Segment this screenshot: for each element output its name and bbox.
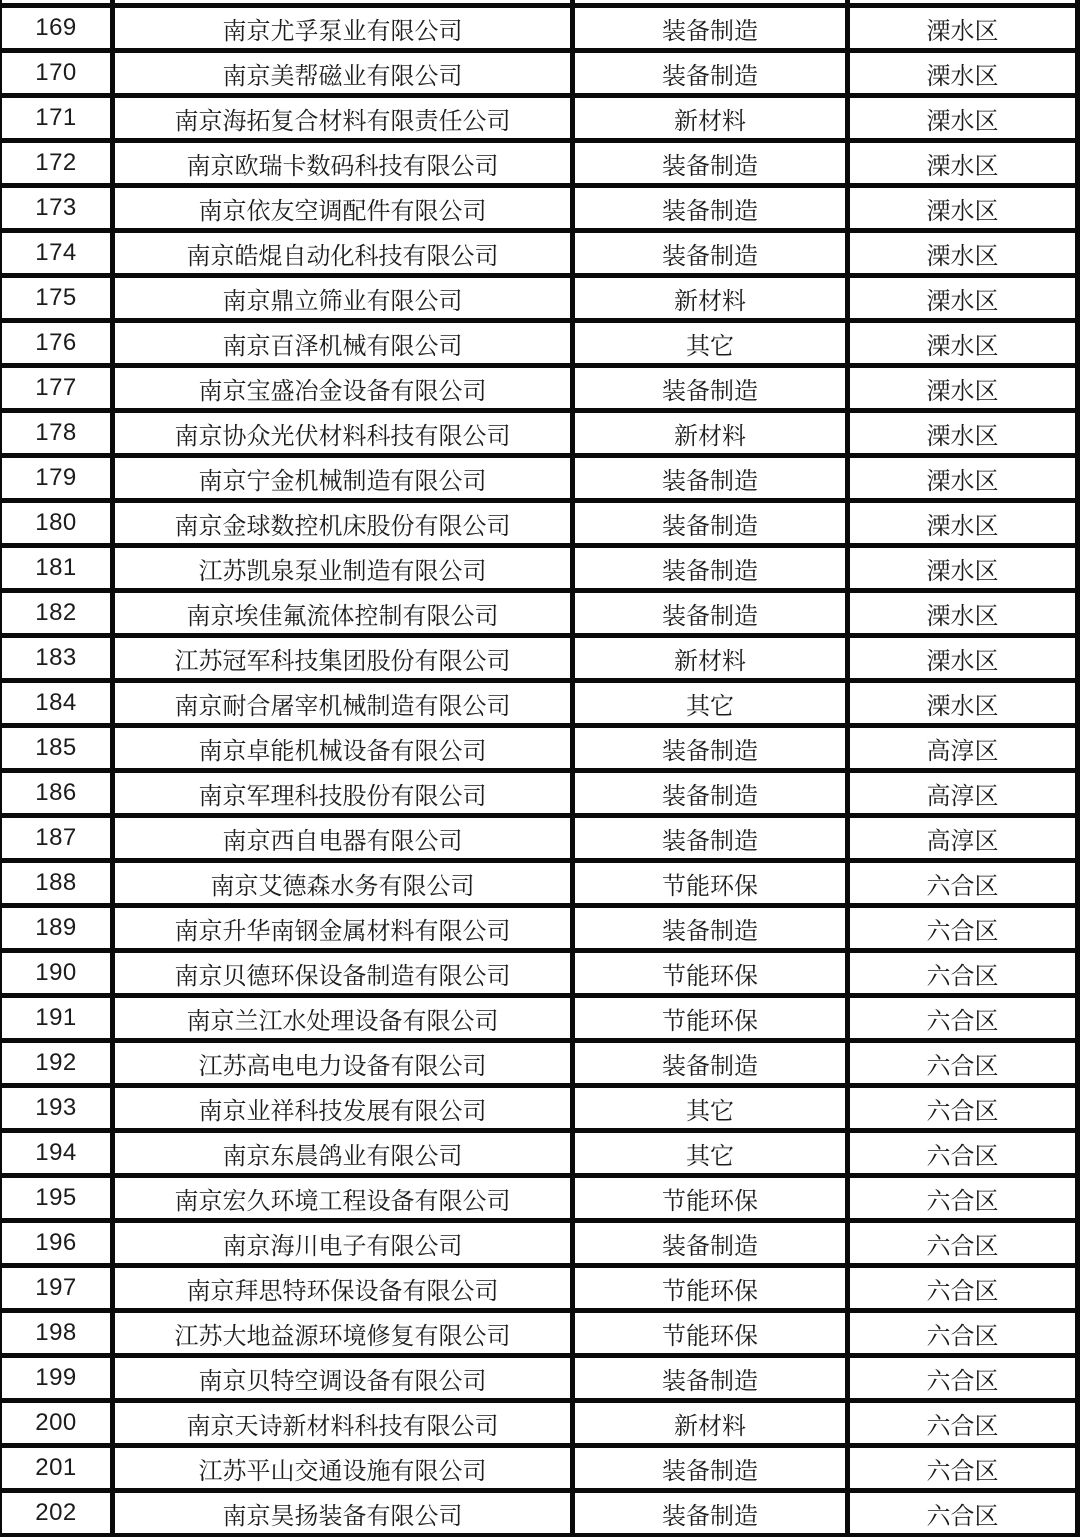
cell-company: 南京卓能机械设备有限公司 <box>113 726 573 771</box>
cell-index: 170 <box>0 51 113 96</box>
cell-index: 185 <box>0 726 113 771</box>
cell-company: 南京天诗新材料科技有限公司 <box>113 1401 573 1446</box>
cell-company: 南京宝盛冶金设备有限公司 <box>113 366 573 411</box>
cell-industry: 装备制造 <box>573 366 848 411</box>
table-row <box>0 231 1078 276</box>
table-row <box>0 96 1078 141</box>
cell-district: 高淳区 <box>848 816 1078 861</box>
cell-index: 175 <box>0 276 113 321</box>
cell-company: 南京海拓复合材料有限责任公司 <box>113 96 573 141</box>
cell-district: 溧水区 <box>848 366 1078 411</box>
cell-industry: 装备制造 <box>573 816 848 861</box>
cell-district: 六合区 <box>848 996 1078 1041</box>
cell-district: 溧水区 <box>848 51 1078 96</box>
table-row <box>0 501 1078 546</box>
cell-industry: 新材料 <box>573 96 848 141</box>
cell-district: 溧水区 <box>848 231 1078 276</box>
cell-industry: 节能环保 <box>573 996 848 1041</box>
cell-index: 171 <box>0 96 113 141</box>
cell-index: 199 <box>0 1356 113 1401</box>
table-row <box>0 186 1078 231</box>
cell-company: 南京升华南钢金属材料有限公司 <box>113 906 573 951</box>
cell-index: 174 <box>0 231 113 276</box>
cell-index: 189 <box>0 906 113 951</box>
cell-industry: 装备制造 <box>573 1221 848 1266</box>
cell-industry: 装备制造 <box>573 771 848 816</box>
table-row <box>0 636 1078 681</box>
cell-company: 江苏冠军科技集团股份有限公司 <box>113 636 573 681</box>
cell-district: 溧水区 <box>848 681 1078 726</box>
cell-index: 193 <box>0 1086 113 1131</box>
cell-industry: 其它 <box>573 1131 848 1176</box>
cell-district: 六合区 <box>848 1266 1078 1311</box>
cell-district: 溧水区 <box>848 636 1078 681</box>
cell-company: 南京依友空调配件有限公司 <box>113 186 573 231</box>
cell-index: 195 <box>0 1176 113 1221</box>
cell-industry: 装备制造 <box>573 1356 848 1401</box>
cell-industry: 装备制造 <box>573 906 848 951</box>
cell-industry: 节能环保 <box>573 1266 848 1311</box>
cell-index: 190 <box>0 951 113 996</box>
cell-index: 176 <box>0 321 113 366</box>
cell-industry: 装备制造 <box>573 546 848 591</box>
cell-index: 202 <box>0 1491 113 1536</box>
cell-industry: 装备制造 <box>573 591 848 636</box>
cell-company: 江苏大地益源环境修复有限公司 <box>113 1311 573 1356</box>
cell-company: 南京拜思特环保设备有限公司 <box>113 1266 573 1311</box>
cell-district: 溧水区 <box>848 141 1078 186</box>
cell-district: 六合区 <box>848 1086 1078 1131</box>
cell-district: 高淳区 <box>848 771 1078 816</box>
cell-industry: 装备制造 <box>573 141 848 186</box>
cell-district: 溧水区 <box>848 321 1078 366</box>
cell-index: 179 <box>0 456 113 501</box>
cell-district: 溧水区 <box>848 186 1078 231</box>
cell-industry: 节能环保 <box>573 1176 848 1221</box>
cell-company: 南京美帮磁业有限公司 <box>113 51 573 96</box>
cell-industry: 新材料 <box>573 276 848 321</box>
cell-company: 南京海川电子有限公司 <box>113 1221 573 1266</box>
table-row <box>0 321 1078 366</box>
cell-company: 南京皓焜自动化科技有限公司 <box>113 231 573 276</box>
cell-district: 六合区 <box>848 1221 1078 1266</box>
cell-district: 溧水区 <box>848 276 1078 321</box>
cell-industry: 节能环保 <box>573 1311 848 1356</box>
cell-company: 江苏高电电力设备有限公司 <box>113 1041 573 1086</box>
cell-index: 198 <box>0 1311 113 1356</box>
cell-district: 溧水区 <box>848 456 1078 501</box>
cell-industry: 其它 <box>573 681 848 726</box>
cell-index: 177 <box>0 366 113 411</box>
cell-index: 184 <box>0 681 113 726</box>
cell-district: 高淳区 <box>848 726 1078 771</box>
cell-index: 200 <box>0 1401 113 1446</box>
table-row <box>0 771 1078 816</box>
cell-company: 南京军理科技股份有限公司 <box>113 771 573 816</box>
table-row <box>0 681 1078 726</box>
cell-industry: 装备制造 <box>573 186 848 231</box>
cell-index: 192 <box>0 1041 113 1086</box>
cell-company: 江苏平山交通设施有限公司 <box>113 1446 573 1491</box>
cell-index: 201 <box>0 1446 113 1491</box>
cell-district: 六合区 <box>848 906 1078 951</box>
cell-index: 178 <box>0 411 113 456</box>
cell-index: 196 <box>0 1221 113 1266</box>
cell-industry: 新材料 <box>573 1401 848 1446</box>
cell-district: 六合区 <box>848 1311 1078 1356</box>
cell-company: 南京宁金机械制造有限公司 <box>113 456 573 501</box>
cell-district: 六合区 <box>848 1131 1078 1176</box>
cell-industry: 装备制造 <box>573 501 848 546</box>
table-row <box>0 1311 1078 1356</box>
cell-industry: 装备制造 <box>573 456 848 501</box>
cell-industry: 装备制造 <box>573 1491 848 1536</box>
cell-industry: 新材料 <box>573 636 848 681</box>
cell-company: 南京艾德森水务有限公司 <box>113 861 573 906</box>
cell-company: 南京百泽机械有限公司 <box>113 321 573 366</box>
cell-district: 六合区 <box>848 1356 1078 1401</box>
table-row <box>0 1086 1078 1131</box>
cell-company: 南京贝特空调设备有限公司 <box>113 1356 573 1401</box>
cell-index: 197 <box>0 1266 113 1311</box>
table-row <box>0 1401 1078 1446</box>
cell-district: 六合区 <box>848 861 1078 906</box>
cell-company: 南京昊扬装备有限公司 <box>113 1491 573 1536</box>
cell-index: 180 <box>0 501 113 546</box>
table-row <box>0 366 1078 411</box>
cell-index: 183 <box>0 636 113 681</box>
cell-industry: 节能环保 <box>573 951 848 996</box>
cell-district: 六合区 <box>848 1041 1078 1086</box>
cell-district: 六合区 <box>848 951 1078 996</box>
cell-industry: 装备制造 <box>573 6 848 51</box>
table-row <box>0 951 1078 996</box>
cell-index: 186 <box>0 771 113 816</box>
cell-index: 194 <box>0 1131 113 1176</box>
cell-district: 六合区 <box>848 1491 1078 1536</box>
table-row <box>0 1356 1078 1401</box>
table-row <box>0 1041 1078 1086</box>
table-row <box>0 1176 1078 1221</box>
cell-industry: 新材料 <box>573 411 848 456</box>
cell-index: 173 <box>0 186 113 231</box>
cell-district: 六合区 <box>848 1176 1078 1221</box>
table-row <box>0 906 1078 951</box>
table-row <box>0 591 1078 636</box>
table-row <box>0 411 1078 456</box>
cell-company: 南京宏久环境工程设备有限公司 <box>113 1176 573 1221</box>
table-row <box>0 546 1078 591</box>
cell-company: 南京东晨鸽业有限公司 <box>113 1131 573 1176</box>
cell-company: 南京欧瑞卡数码科技有限公司 <box>113 141 573 186</box>
cell-district: 溧水区 <box>848 6 1078 51</box>
table-row <box>0 6 1078 51</box>
cell-index: 191 <box>0 996 113 1041</box>
cell-district: 六合区 <box>848 1401 1078 1446</box>
cell-company: 南京金球数控机床股份有限公司 <box>113 501 573 546</box>
cell-district: 溧水区 <box>848 411 1078 456</box>
table-row <box>0 141 1078 186</box>
table-row <box>0 1446 1078 1491</box>
table-row <box>0 1266 1078 1311</box>
cell-index: 182 <box>0 591 113 636</box>
cell-industry: 其它 <box>573 321 848 366</box>
cell-index: 169 <box>0 6 113 51</box>
cell-industry: 装备制造 <box>573 51 848 96</box>
cell-index: 181 <box>0 546 113 591</box>
cell-company: 南京兰江水处理设备有限公司 <box>113 996 573 1041</box>
cell-company: 南京业祥科技发展有限公司 <box>113 1086 573 1131</box>
table-row <box>0 861 1078 906</box>
cell-index: 188 <box>0 861 113 906</box>
table-row <box>0 276 1078 321</box>
table-row <box>0 1221 1078 1266</box>
table-row <box>0 456 1078 501</box>
cell-company: 南京尤孚泵业有限公司 <box>113 6 573 51</box>
cell-company: 南京西自电器有限公司 <box>113 816 573 861</box>
cell-industry: 节能环保 <box>573 861 848 906</box>
cell-company: 南京鼎立筛业有限公司 <box>113 276 573 321</box>
cell-district: 溧水区 <box>848 546 1078 591</box>
table-row <box>0 996 1078 1041</box>
table-row <box>0 726 1078 771</box>
cell-district: 溧水区 <box>848 501 1078 546</box>
table-row <box>0 1131 1078 1176</box>
cell-district: 溧水区 <box>848 96 1078 141</box>
cell-industry: 装备制造 <box>573 231 848 276</box>
table-row <box>0 51 1078 96</box>
cell-company: 南京埃佳氟流体控制有限公司 <box>113 591 573 636</box>
cell-index: 172 <box>0 141 113 186</box>
cell-district: 六合区 <box>848 1446 1078 1491</box>
table-row <box>0 816 1078 861</box>
cell-company: 南京贝德环保设备制造有限公司 <box>113 951 573 996</box>
cell-index: 187 <box>0 816 113 861</box>
cell-company: 南京耐合屠宰机械制造有限公司 <box>113 681 573 726</box>
cell-industry: 装备制造 <box>573 1446 848 1491</box>
cell-district: 溧水区 <box>848 591 1078 636</box>
cell-industry: 装备制造 <box>573 726 848 771</box>
cell-industry: 其它 <box>573 1086 848 1131</box>
table-row <box>0 1491 1078 1536</box>
cell-company: 南京协众光伏材料科技有限公司 <box>113 411 573 456</box>
cell-industry: 装备制造 <box>573 1041 848 1086</box>
cell-company: 江苏凯泉泵业制造有限公司 <box>113 546 573 591</box>
